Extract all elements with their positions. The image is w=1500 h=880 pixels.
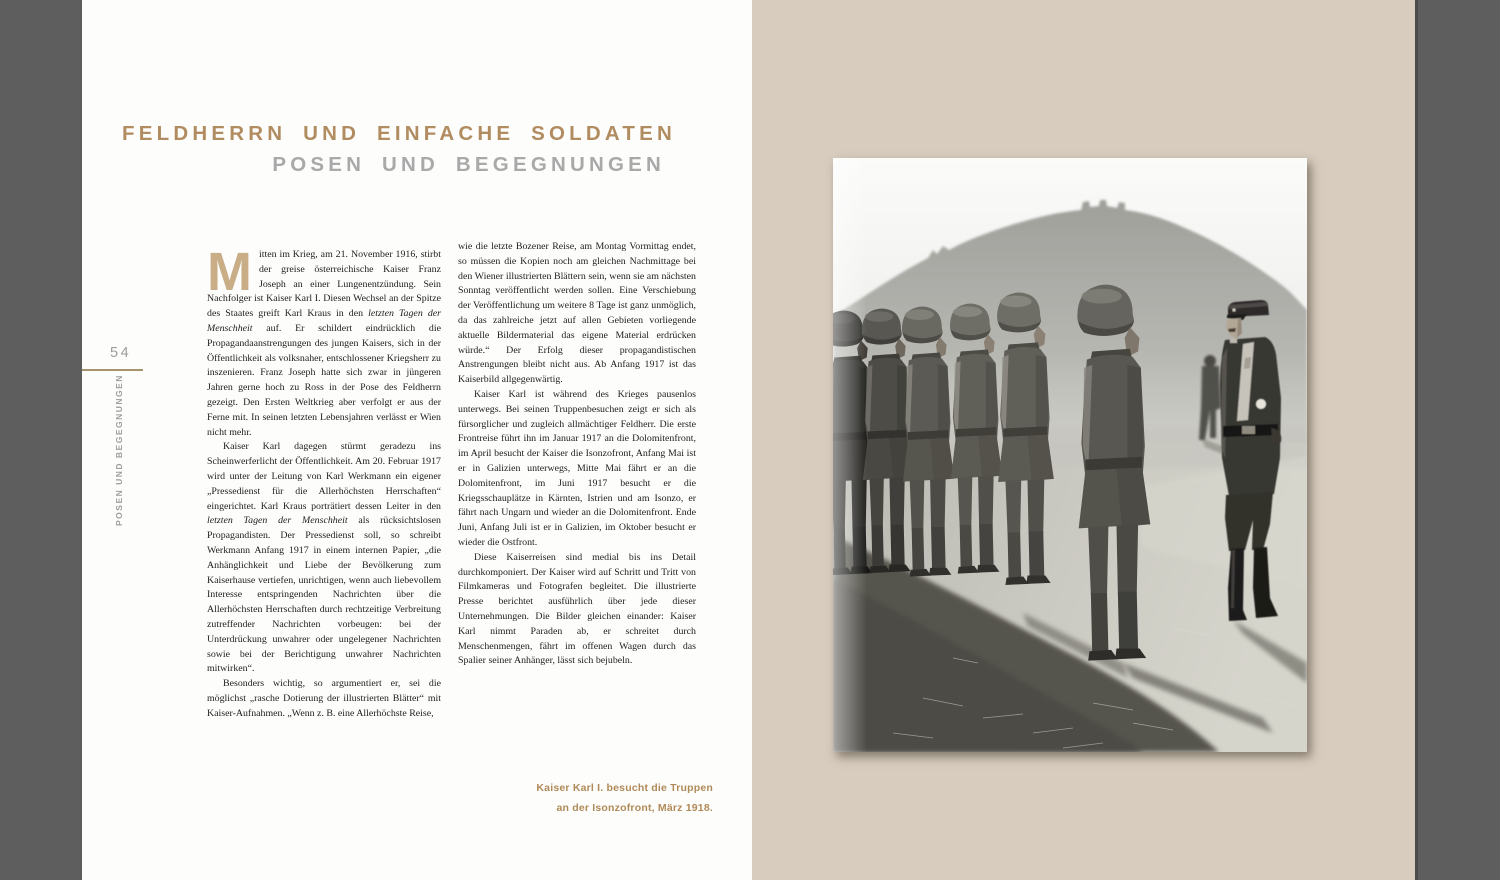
chapter-title: FELDHERRN UND EINFACHE SOLDATEN: [122, 122, 676, 145]
photo-caption: [420, 779, 713, 818]
photo-caption-line2: an der Isonzofront, März 1918.: [556, 801, 713, 814]
right-page-edge: [1415, 0, 1418, 880]
body-paragraph: Kaiser Karl dagegen stürmt geradezu ins Scheinwerferlicht der Öffentlichkeit. Am 20. Februar 1917 wird unter der Leitung von Karl Werkmann ein eigener „Pressedienst für die Allerhöchsten Herrschaften“ eingerichtet. Karl Kraus porträtiert dessen Leiter in den letzten Tagen der Menschheit als rücksichtslosen Propagandisten. Der Pressedienst soll, so schreibt Werkmann Anfang 1917 in einem internen Papier, „die Anhänglichkeit und Liebe der Bevölkerung zum Kaiserhause vertiefen, unrichtigen, wenn auch liebevollem Interesse entspringenden Nachrichten über die Allerhöchsten Herrschaften durch rechtzeitige Verbreitung zutreffender Nachrichten vorbeugen: bei der Unterdrückung unwahrer oder ungelegener Nachrichten sowie bei der Berichtigung unwahrer Nachrichten mitwirken“.: [207, 441, 441, 675]
body-paragraph: Diese Kaiserreisen sind medial bis ins Detail durchkomponiert. Der Kaiser wird auf Schritt und Tritt von Filmkameras und Fotografen begleitet. Die illustrierte Presse berichtet ausführlich über jede dieser Unternehmungen. Die Bilder gleichen einander: Kaiser Karl nimmt Paraden ab, er schreitet durch Menschenmengen, fährt im offenen Wagen durch das Spalier seiner Anhänger, lässt sich bejubeln.: [458, 551, 696, 667]
body-paragraph: Mitten im Krieg, am 21. November 1916, stirbt der greise österreichische Kaiser Franz Joseph an einer Lungenentzündung. Sein Nachfolger ist Kaiser Karl I. Diesen Wechsel an der Spitze des Staates greift Karl Kraus in den letzten Tagen der Menschheit auf. Er schildert eindrücklich die Propagandaanstrengungen des jungen Kaisers, sich in der Öffentlichkeit als volksnaher, entschlossener Kriegsherr zu inszenieren. Franz Joseph hatte sich zwar in jüngeren Jahren gerne hoch zu Ross in der Pose des Feldherrn gezeigt. Den Ersten Weltkrieg aber verfolgt er aus der Ferne mit. In seinen letzten Lebensjahren verlässt er Wien nicht mehr.: [207, 242, 441, 438]
page-number: 54: [110, 345, 132, 361]
chapter-subtitle: POSEN UND BEGEGNUNGEN: [272, 153, 665, 176]
body-paragraph: Kaiser Karl ist während des Krieges pausenlos unterwegs. Bei seinen Truppenbesuchen zeigt er sich als fürsorglicher und zugleich allmächtiger Feldherr. Die erste Frontreise führt ihn im Januar 1917 an die Dolomitenfront, im April besucht der Kaiser die Isonzofront, Anfang Mai ist er in Galizien unterwegs, Mitte Mai fährt er an die Dolomitenfront, im Juni 1917 besucht er die Kriegsschauplätze in Kärnten, Istrien und am Isonzo, er fährt nach Ungarn und wieder an die Dolomitenfront. Ende Juni, Anfang Juli ist er in Galizien, im Oktober besucht er wieder die Ostfront.: [458, 388, 696, 548]
text-column-2: [458, 240, 696, 669]
photo-kaiser-karl-troops: [833, 158, 1307, 752]
text-column-1: [207, 242, 441, 722]
drop-cap: M: [207, 242, 252, 302]
photo-light-leak: [833, 158, 867, 752]
photo-caption-line1: Kaiser Karl I. besucht die Truppen: [536, 782, 713, 794]
body-paragraph: wie die letzte Bozener Reise, am Montag Vormittag endet, so müssen die Kopien noch am gleichen Nachmittage bei den Wiener illustrierten Blättern sein, wenn sie am nächsten Sonntag veröffentlicht werden sollen. Eine Verschiebung der Veröffentlichung um weitere 8 Tage ist ganz unmöglich, da das zahlreiche jetzt auf allen Gebieten vorliegende aktuelle Bildermaterial das eigene Material erdrücken würde.“ Der Erfolg dieser propagandistischen Anstrengungen bleibt nicht aus. Ab Anfang 1917 ist das Kaiserbild allgegenwärtig.: [458, 241, 696, 386]
folio-rule: [82, 369, 143, 371]
running-head-vertical: POSEN UND BEGEGNUNGEN: [114, 374, 124, 526]
body-paragraph: Besonders wichtig, so argumentiert er, sei die möglichst „rasche Dotierung der illustrierten Blätter“ mit Kaiser-Aufnahmen. „Wenn z. B. eine Allerhöchste Reise,: [207, 678, 441, 719]
